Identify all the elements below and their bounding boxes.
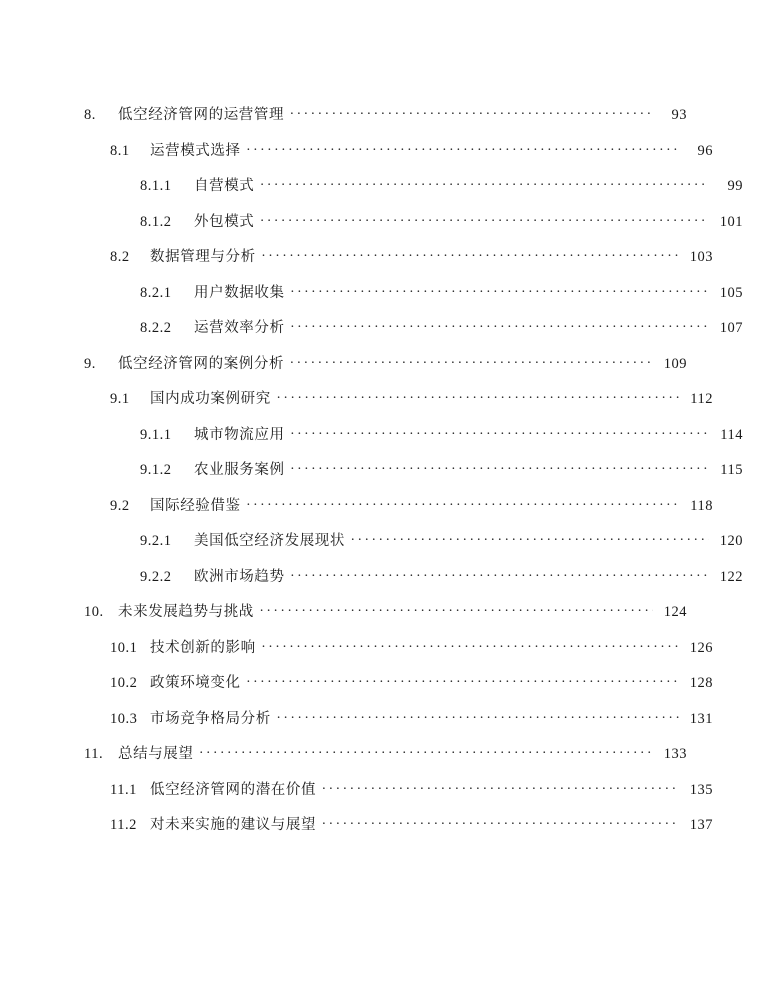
toc-leader-dots: [262, 638, 679, 652]
toc-entry-page-number: 107: [719, 320, 743, 336]
toc-entry-title: 低空经济管网的运营管理: [118, 107, 285, 123]
toc-leader-dots: [322, 780, 679, 794]
toc-entry-title: 农业服务案例: [194, 462, 285, 478]
toc-entry[interactable]: [84, 531, 743, 549]
toc-entry-title: 城市物流应用: [194, 426, 285, 443]
toc-entry-number: 9.1.2: [140, 462, 172, 478]
toc-entry-title: 用户数据收集: [194, 284, 285, 301]
toc-entry[interactable]: [84, 354, 687, 372]
toc-entry[interactable]: [84, 318, 743, 336]
toc-entry-page-number: 109: [663, 355, 687, 372]
toc-entry-page-number: 137: [689, 817, 713, 833]
toc-entry-page-number: 93: [671, 107, 687, 123]
toc-leader-dots: [291, 567, 709, 581]
toc-entry-number: 8.: [84, 107, 96, 123]
toc-leader-dots: [260, 176, 709, 190]
toc-leader-dots: [262, 247, 679, 261]
toc-entry-page-number: 126: [689, 639, 713, 656]
toc-entry[interactable]: [84, 212, 743, 230]
toc-entry-number: 10.1: [110, 639, 138, 656]
toc-leader-dots: [247, 141, 679, 155]
toc-entry-page-number: 131: [689, 710, 713, 727]
toc-entry-title: 运营模式选择: [150, 142, 241, 159]
toc-entry-title: 技术创新的影响: [150, 639, 256, 656]
toc-entry[interactable]: [84, 425, 743, 443]
toc-entry[interactable]: [84, 567, 743, 585]
toc-leader-dots: [260, 602, 653, 616]
toc-entry-number: 9.2.1: [140, 533, 172, 549]
toc-entry[interactable]: [84, 389, 713, 407]
toc-entry-number: 8.1: [110, 142, 130, 159]
toc-leader-dots: [200, 744, 654, 758]
toc-entry-page-number: 122: [719, 568, 743, 585]
toc-entry-page-number: 135: [689, 781, 713, 798]
toc-entry-title: 自营模式: [194, 178, 255, 194]
toc-entry-number: 9.2.2: [140, 568, 172, 585]
toc-entry[interactable]: [84, 176, 743, 194]
toc-entry[interactable]: [84, 744, 687, 762]
toc-entry[interactable]: [84, 105, 687, 123]
toc-entry-page-number: 99: [727, 178, 743, 194]
toc-entry-title: 数据管理与分析: [150, 249, 256, 265]
toc-entry-number: 8.1.2: [140, 213, 172, 230]
toc-entry-page-number: 124: [663, 604, 687, 620]
toc-entry[interactable]: [84, 780, 713, 798]
toc-entry-number: 10.: [84, 604, 104, 620]
toc-leader-dots: [291, 318, 709, 332]
toc-entry-page-number: 128: [689, 675, 713, 691]
toc-leader-dots: [291, 283, 709, 297]
toc-leader-dots: [351, 531, 709, 545]
toc-entry[interactable]: [84, 141, 713, 159]
toc-entry-title: 总结与展望: [118, 746, 194, 762]
toc-entry-title: 运营效率分析: [194, 320, 285, 336]
toc-entry[interactable]: [84, 602, 687, 620]
toc-entry-title: 政策环境变化: [150, 675, 241, 691]
toc-entry-page-number: 105: [719, 284, 743, 301]
toc-entry[interactable]: [84, 283, 743, 301]
toc-entry-page-number: 112: [690, 391, 713, 407]
toc-entry-number: 8.1.1: [140, 178, 172, 194]
table-of-contents: [84, 105, 743, 833]
toc-entry-page-number: 114: [720, 426, 743, 443]
toc-leader-dots: [291, 460, 709, 474]
toc-entry-page-number: 101: [719, 213, 743, 230]
toc-entry[interactable]: [84, 247, 713, 265]
toc-leader-dots: [260, 212, 709, 226]
toc-entry-title: 国内成功案例研究: [150, 391, 271, 407]
toc-leader-dots: [291, 425, 709, 439]
toc-entry-page-number: 118: [690, 497, 713, 514]
toc-entry-number: 10.3: [110, 710, 138, 727]
toc-entry-title: 外包模式: [194, 213, 255, 230]
toc-entry-number: 9.2: [110, 497, 130, 514]
toc-entry-title: 低空经济管网的案例分析: [118, 355, 285, 372]
toc-entry[interactable]: [84, 709, 713, 727]
toc-entry[interactable]: [84, 460, 743, 478]
toc-entry[interactable]: [84, 673, 713, 691]
toc-entry-page-number: 133: [663, 746, 687, 762]
toc-leader-dots: [247, 496, 679, 510]
toc-entry[interactable]: [84, 815, 713, 833]
toc-leader-dots: [277, 389, 679, 403]
toc-entry-number: 10.2: [110, 675, 138, 691]
toc-entry-number: 9.: [84, 355, 96, 372]
toc-leader-dots: [277, 709, 679, 723]
toc-entry-page-number: 115: [720, 462, 743, 478]
toc-entry-number: 8.2.2: [140, 320, 172, 336]
toc-entry-number: 11.2: [110, 817, 137, 833]
toc-entry[interactable]: [84, 496, 713, 514]
toc-entry-title: 低空经济管网的潜在价值: [150, 781, 317, 798]
toc-leader-dots: [290, 105, 653, 119]
toc-entry-number: 9.1: [110, 391, 130, 407]
toc-leader-dots: [322, 815, 679, 829]
toc-entry-number: 9.1.1: [140, 426, 172, 443]
toc-entry-number: 8.2: [110, 249, 130, 265]
toc-entry-page-number: 103: [689, 249, 713, 265]
toc-entry-title: 市场竞争格局分析: [150, 710, 271, 727]
toc-entry-number: 11.1: [110, 781, 137, 798]
toc-entry-number: 8.2.1: [140, 284, 172, 301]
toc-entry-number: 11.: [84, 746, 104, 762]
toc-entry-title: 美国低空经济发展现状: [194, 533, 345, 549]
toc-leader-dots: [290, 354, 653, 368]
toc-entry-title: 国际经验借鉴: [150, 497, 241, 514]
toc-entry[interactable]: [84, 638, 713, 656]
toc-entry-title: 对未来实施的建议与展望: [150, 817, 317, 833]
toc-entry-page-number: 120: [719, 533, 743, 549]
toc-entry-page-number: 96: [697, 142, 713, 159]
toc-leader-dots: [247, 673, 679, 687]
toc-entry-title: 未来发展趋势与挑战: [118, 604, 254, 620]
toc-entry-title: 欧洲市场趋势: [194, 568, 285, 585]
